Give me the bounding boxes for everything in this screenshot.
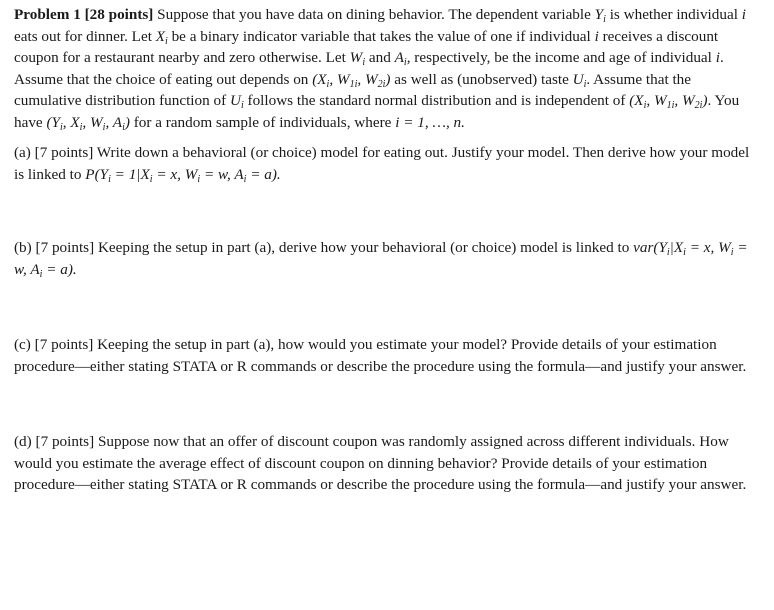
math-Yi: $Y_i$ [594,6,606,25]
intro-text: is whether individual [605,6,742,23]
part-a [14,142,754,185]
part-d: (d) [7 points] Suppose now that an offer of discount coupon was randomly assigned across different individuals. How would you estimate the average effect of discount coupon on dinning behavior? Provide details of your estimation procedure—either stating STATA or R commands or describe the procedure using the formula—and justify your answer. [14,433,747,493]
intro-text: for a random sample of individuals, where [129,113,396,131]
part-b-text: (b) [7 points] Keeping the setup in part (a), derive how your behavioral (or choice) model is linked to [14,239,634,256]
math-Ai: $A_i$ [394,49,407,68]
intro-text: receives a discount coupon for a restaurant nearby and zero otherwise. Let [14,27,719,66]
intro-text: as well as (unobserved) taste [390,70,573,88]
math-depends-on: ($X_i$, $W_{1i}$, $W_{2i}$) [312,70,391,90]
intro-text: . Assume that the choice of eating out depends on [14,49,724,88]
part-b [14,237,754,280]
part-c: (c) [7 points] Keeping the setup in part (a), how would you estimate your model? Provide details of your estimation procedure—either stating STATA or R commands or describe the procedure using the formula—and justify your answer. [14,336,747,375]
math-Ui: $U_i$ [229,92,244,111]
problem-intro [14,4,754,133]
intro-text: and [365,49,395,66]
math-i: i [741,6,746,23]
math-index-range: i = 1, …, n. [395,113,465,131]
intro-text: be a binary indicator variable that takes the value of one if individual [167,27,595,45]
problem-document [14,4,754,496]
part-a-text: (a) [7 points] Write down a behavioral (or choice) model for eating out. Justify your model. Then derive how your model is linked to [14,144,750,183]
intro-text: , respectively, be the income and age of individual [406,49,716,66]
math-Ui: $U_i$ [572,70,587,90]
intro-text: Suppose that you have data on dining behavior. The dependent variable [153,6,595,23]
problem-heading: Problem 1 [28 points] [14,6,154,23]
intro-text: eats out for dinner. Let [14,27,156,45]
math-Wi: $W_i$ [349,49,366,68]
intro-text: follows the standard normal distribution and is independent of [243,92,630,109]
math-Xi: $X_i$ [155,27,168,47]
part-b-formula: $var(Y_i|X_i = x$, $W_i = w$, $A_i = a$). [14,239,748,280]
intro-text: . You have [14,92,740,131]
math-i: i [594,27,599,45]
part-a-formula: $P(Y_i = 1|X_i = x$, $W_i = w$, $A_i = a$). [85,165,281,185]
math-indep-of: ($X_i$, $W_{1i}$, $W_{2i}$) [629,92,708,111]
math-sample: ($Y_i$, $X_i$, $W_i$, $A_i$) [46,113,130,133]
intro-text: . Assume that the cumulative distribution function of [14,70,692,109]
math-i: i [715,49,720,66]
